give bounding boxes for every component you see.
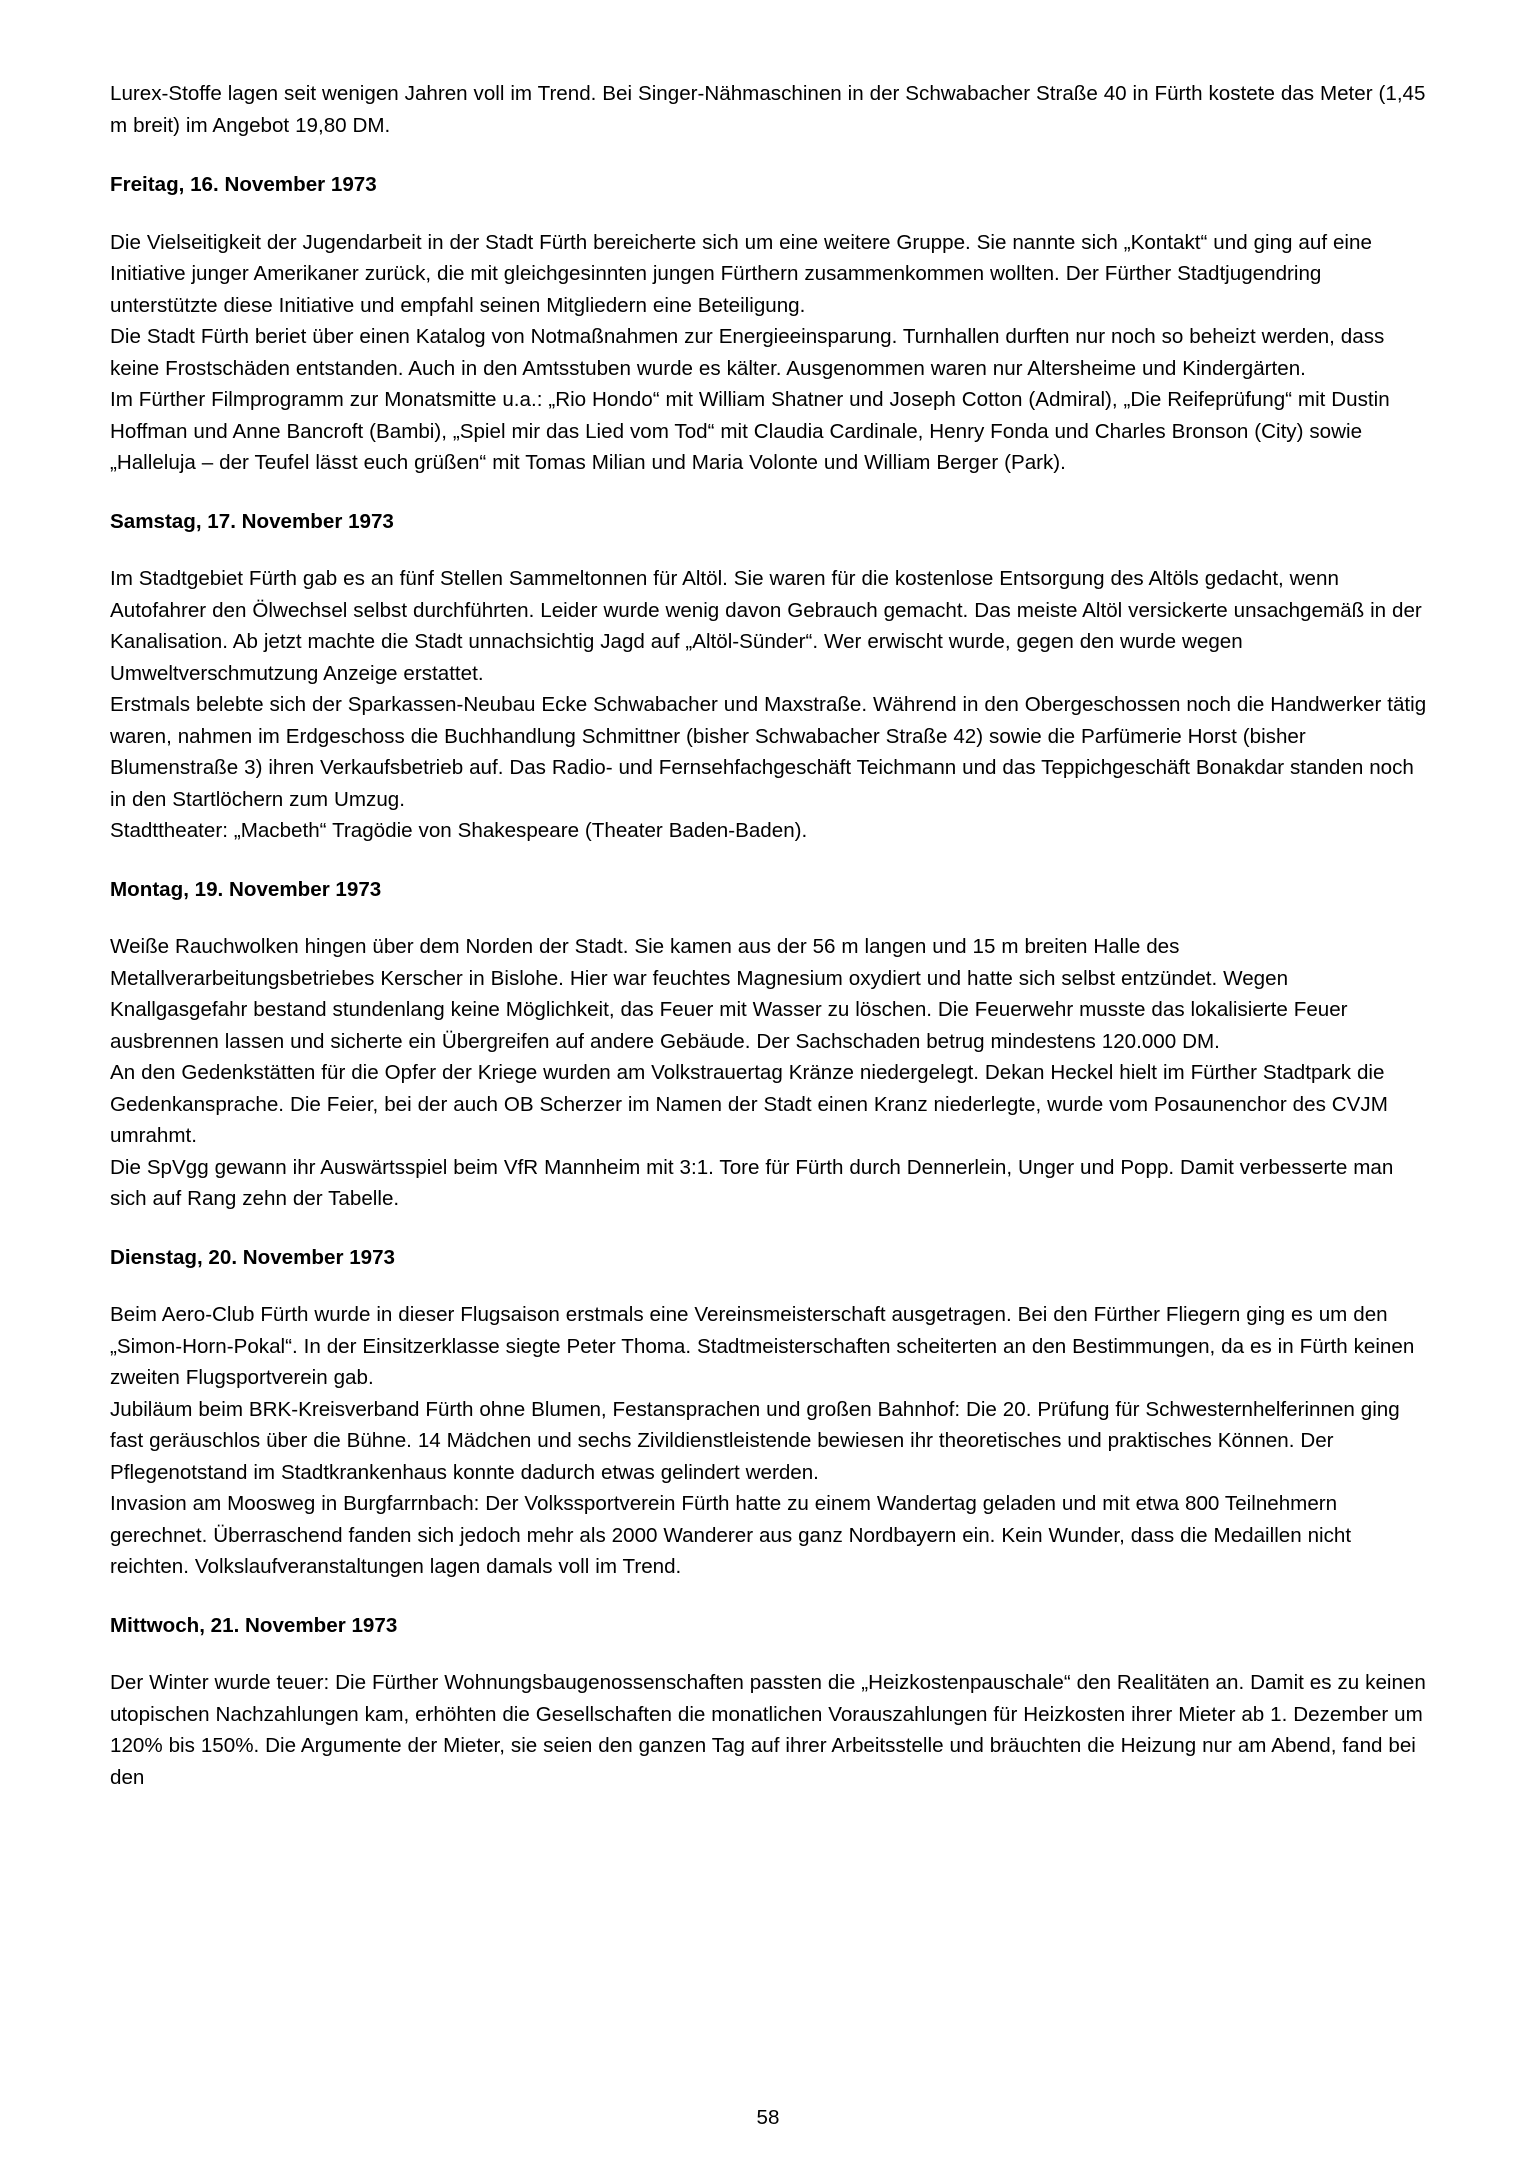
entry-heading: Freitag, 16. November 1973 [110, 173, 377, 196]
diary-entry [110, 169, 1431, 479]
entry-paragraph: Im Fürther Filmprogramm zur Monatsmitte u.a.: „Rio Hondo“ mit William Shatner und Joseph Cotton (Admiral), „Die Reifeprüfung“ mit Dustin Hoffman und Anne Bancroft (Bambi), „Spiel mir das Lied vom Tod“ mit Claudia Cardinale, Henry Fonda und Charles Bronson (City) sowie „Halleluja – der Teufel lässt euch grüßen“ mit Tomas Milian und Maria Volonte und William Berger (Park). [110, 388, 1390, 474]
page-number: 58 [756, 2106, 780, 2129]
entry-paragraph: Die SpVgg gewann ihr Auswärtsspiel beim VfR Mannheim mit 3:1. Tore für Fürth durch Dennerlein, Unger und Popp. Damit verbesserte man sich auf Rang zehn der Tabelle. [110, 1155, 1394, 1210]
entry-paragraph: Beim Aero-Club Fürth wurde in dieser Flugsaison erstmals eine Vereinsmeisterschaft ausgetragen. Bei den Fürther Fliegern ging es um den „Simon-Horn-Pokal“. In der Einsitzerklasse siegte Peter Thoma. Stadtmeisterschaften scheiterten an den Bestimmungen, da es in Fürth keinen zweiten Flugsportverein gab. [110, 1303, 1415, 1389]
entry-heading: Montag, 19. November 1973 [110, 877, 382, 901]
diary-entry [110, 506, 1431, 847]
diary-entry [110, 1242, 1431, 1583]
intro-paragraph: Lurex-Stoffe lagen seit wenigen Jahren voll im Trend. Bei Singer-Nähmaschinen in der Schwabacher Straße 40 in Fürth kostete das Meter (1,45 m breit) im Angebot 19,80 DM. [110, 82, 1426, 137]
diary-entry [110, 874, 1431, 1215]
entry-paragraph: Erstmals belebte sich der Sparkassen-Neubau Ecke Schwabacher und Maxstraße. Während in den Obergeschossen noch die Handwerker tätig waren, nahmen im Erdgeschoss die Buchhandlung Schmittner (bisher Schwabacher Straße 42) sowie die Parfümerie Horst (bisher Blumenstraße 3) ihren Verkaufsbetrieb auf. Das Radio- und Fernsehfachgeschäft Teichmann und das Teppichgeschäft Bonakdar standen noch in den Startlöchern zum Umzug. [110, 693, 1427, 811]
entry-paragraph: An den Gedenkstätten für die Opfer der Kriege wurden am Volkstrauertag Kränze niedergelegt. Dekan Heckel hielt im Fürther Stadtpark die Gedenkansprache. Die Feier, bei der auch OB Scherzer im Namen der Stadt einen Kranz niederlegte, wurde vom Posaunenchor des CVJM umrahmt. [110, 1061, 1388, 1147]
entry-heading: Dienstag, 20. November 1973 [110, 1245, 396, 1269]
entry-paragraph: Die Vielseitigkeit der Jugendarbeit in der Stadt Fürth bereicherte sich um eine weitere Gruppe. Sie nannte sich „Kontakt“ und ging auf eine Initiative junger Amerikaner zurück, die mit gleichgesinnten jungen Fürthern zusammenkommen wollten. Der Fürther Stadtjugendring unterstützte diese Initiative und empfahl seinen Mitgliedern eine Beteiligung. [110, 230, 1372, 317]
entry-paragraph: Stadttheater: „Macbeth“ Tragödie von Shakespeare (Theater Baden-Baden). [110, 819, 808, 842]
entry-paragraph: Der Winter wurde teuer: Die Fürther Wohnungsbaugenossenschaften passten die „Heizkostenpauschale“ den Realitäten an. Damit es zu keinen utopischen Nachzahlungen kam, erhöhten die Gesellschaften die monatlichen Vorauszahlungen für Heizkosten ihrer Mieter ab 1. Dezember um 120% bis 150%. Die Argumente der Mieter, sie seien den ganzen Tag auf ihrer Arbeitsstelle und bräuchten die Heizung nur am Abend, fand bei den [110, 1671, 1426, 1789]
entry-paragraph: Invasion am Moosweg in Burgfarrnbach: Der Volkssportverein Fürth hatte zu einem Wandertag geladen und mit etwa 800 Teilnehmern gerechnet. Überraschend fanden sich jedoch mehr als 2000 Wanderer aus ganz Nordbayern ein. Kein Wunder, dass die Medaillen nicht reichten. Volkslaufveranstaltungen lagen damals voll im Trend. [110, 1492, 1352, 1578]
entry-paragraph: Die Stadt Fürth beriet über einen Katalog von Notmaßnahmen zur Energieeinsparung. Turnhallen durften nur noch so beheizt werden, dass keine Frostschäden entstanden. Auch in den Amtsstuben wurde es kälter. Ausgenommen waren nur Altersheime und Kindergärten. [110, 325, 1385, 380]
entry-paragraph: Jubiläum beim BRK-Kreisverband Fürth ohne Blumen, Festansprachen und großen Bahnhof: Die 20. Prüfung für Schwesternhelferinnen ging fast geräuschlos über die Bühne. 14 Mädchen und sechs Zivildienstleistende bewiesen ihr theoretisches und praktisches Können. Der Pflegenotstand im Stadtkrankenhaus konnte dadurch etwas gelindert werden. [110, 1397, 1400, 1484]
entry-heading: Samstag, 17. November 1973 [110, 509, 394, 533]
entry-paragraph: Weiße Rauchwolken hingen über dem Norden der Stadt. Sie kamen aus der 56 m langen und 15 m breiten Halle des Metallverarbeitungsbetriebes Kerscher in Bislohe. Hier war feuchtes Magnesium oxydiert und hatte sich selbst entzündet. Wegen Knallgasgefahr bestand stundenlang keine Möglichkeit, das Feuer mit Wasser zu löschen. Die Feuerwehr musste das lokalisierte Feuer ausbrennen lassen und sicherte ein Übergreifen auf andere Gebäude. Der Sachschaden betrug mindestens 120.000 DM. [110, 935, 1348, 1053]
intro-block [110, 78, 1431, 141]
entry-heading: Mittwoch, 21. November 1973 [110, 1613, 398, 1637]
entry-paragraph: Im Stadtgebiet Fürth gab es an fünf Stellen Sammeltonnen für Altöl. Sie waren für die kostenlose Entsorgung des Altöls gedacht, wenn Autofahrer den Ölwechsel selbst durchführten. Leider wurde wenig davon Gebrauch gemacht. Das meiste Altöl versickerte unsachgemäß in der Kanalisation. Ab jetzt machte die Stadt unnachsichtig Jagd auf „Altöl-Sünder“. Wer erwischt wurde, gegen den wurde wegen Umweltverschmutzung Anzeige erstattet. [110, 567, 1422, 685]
diary-entry [110, 1610, 1431, 1794]
